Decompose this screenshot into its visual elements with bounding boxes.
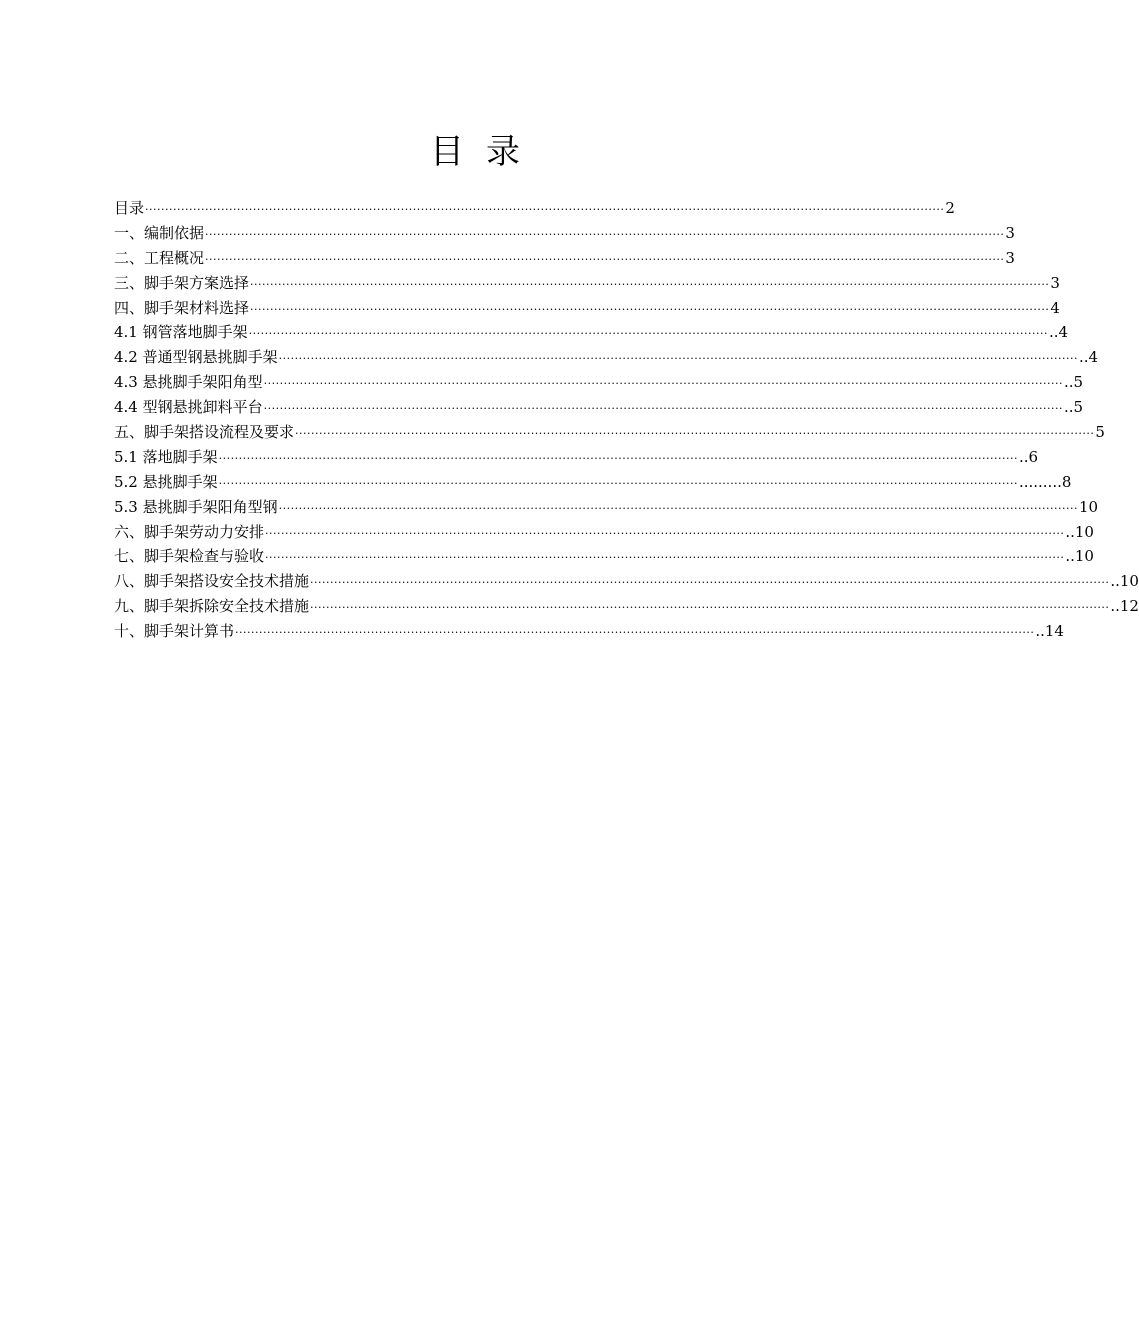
toc-entry-page: 5 bbox=[1095, 423, 1105, 442]
toc-entry[interactable] bbox=[114, 445, 1039, 470]
toc-leader-dots: ········································································································································································································ bbox=[205, 252, 1005, 266]
toc-entry[interactable] bbox=[114, 569, 1139, 594]
toc-entry-label: 三、脚手架方案选择 bbox=[114, 273, 250, 292]
toc-entry-label: 九、脚手架拆除安全技术措施 bbox=[114, 597, 310, 616]
toc-leader-dots: ········································································································································································································ bbox=[278, 352, 1078, 366]
toc-entry-label: 4.2 普通型钢悬挑脚手架 bbox=[114, 348, 278, 367]
toc-entry-page: ..4 bbox=[1048, 323, 1069, 342]
toc-entry[interactable] bbox=[114, 296, 1060, 321]
toc-entry-label: 二、工程概况 bbox=[114, 248, 205, 267]
toc-leader-dots: ········································································································································································································ bbox=[205, 227, 1005, 241]
toc-entry-label: 4.3 悬挑脚手架阳角型 bbox=[114, 373, 263, 392]
toc-entry-label: 七、脚手架检查与验收 bbox=[114, 547, 265, 566]
toc-entry[interactable] bbox=[114, 221, 1015, 246]
toc-leader-dots: ········································································································································································································ bbox=[278, 501, 1078, 515]
toc-entry[interactable] bbox=[114, 246, 1015, 271]
toc-entry[interactable] bbox=[114, 320, 1069, 345]
toc-entry-page: 10 bbox=[1078, 497, 1099, 516]
toc-leader-dots: ········································································································································································································ bbox=[250, 277, 1050, 291]
toc-entry[interactable] bbox=[114, 370, 1084, 395]
toc-leader-dots: ········································································································································································································ bbox=[263, 402, 1063, 416]
toc-entry-page: 3 bbox=[1050, 273, 1060, 292]
toc-leader-dots: ········································································································································································································ bbox=[218, 451, 1018, 465]
toc-entry[interactable] bbox=[114, 594, 1139, 619]
toc-entry[interactable] bbox=[114, 395, 1084, 420]
toc-entry-label: 十、脚手架计算书 bbox=[114, 622, 235, 641]
toc-entry-page: ..10 bbox=[1065, 547, 1094, 566]
toc-entry-page: ..12 bbox=[1110, 597, 1139, 616]
toc-entry-page: 3 bbox=[1005, 223, 1015, 242]
toc-entry-page: ..14 bbox=[1035, 622, 1064, 641]
toc-entry-page: 2 bbox=[945, 199, 955, 217]
toc-entry-label: 六、脚手架劳动力安排 bbox=[114, 522, 265, 541]
toc-entry-label: 4.1 钢管落地脚手架 bbox=[114, 323, 248, 342]
toc-entry-label: 目录 bbox=[114, 199, 145, 217]
toc-entry-label: 一、编制依据 bbox=[114, 223, 205, 242]
toc-entry[interactable] bbox=[114, 619, 1064, 644]
toc-leader-dots: ········································································································································································································ bbox=[265, 526, 1065, 540]
toc-leader-dots: ········································································································································································································ bbox=[235, 626, 1035, 640]
toc-entry-label: 5.2 悬挑脚手架 bbox=[114, 472, 218, 491]
toc-entry[interactable] bbox=[114, 544, 1094, 569]
toc-entry[interactable] bbox=[114, 520, 1094, 545]
toc-leader-dots: ········································································································································································································ bbox=[295, 427, 1095, 441]
toc-entry-label: 五、脚手架搭设流程及要求 bbox=[114, 423, 295, 442]
toc-entry-page: 3 bbox=[1005, 248, 1015, 267]
toc-entry-label: 四、脚手架材料选择 bbox=[114, 298, 250, 317]
toc-entry[interactable] bbox=[114, 345, 1099, 370]
toc-entry-label: 5.1 落地脚手架 bbox=[114, 447, 218, 466]
toc-entry-label: 4.4 型钢悬挑卸料平台 bbox=[114, 398, 263, 417]
toc-entry-page: ..10 bbox=[1110, 572, 1139, 591]
toc-entry-page: .........8 bbox=[1018, 472, 1072, 491]
toc-entry[interactable] bbox=[114, 196, 955, 221]
toc-leader-dots: ········································································································································································································ bbox=[265, 551, 1065, 565]
toc-entry-page: ..5 bbox=[1063, 398, 1084, 417]
toc-entry-page: 4 bbox=[1050, 298, 1060, 317]
toc-leader-dots: ········································································································································································································ bbox=[218, 476, 1018, 490]
toc-entry-page: ..4 bbox=[1078, 348, 1099, 367]
toc-entry[interactable] bbox=[114, 470, 1072, 495]
table-of-contents bbox=[114, 196, 1139, 644]
toc-leader-dots: ········································································································································································································ bbox=[145, 203, 945, 216]
toc-entry-label: 八、脚手架搭设安全技术措施 bbox=[114, 572, 310, 591]
toc-entry-page: ..10 bbox=[1065, 522, 1094, 541]
toc-entry[interactable] bbox=[114, 271, 1060, 296]
toc-leader-dots: ········································································································································································································ bbox=[250, 302, 1050, 316]
toc-leader-dots: ········································································································································································································ bbox=[263, 377, 1063, 391]
toc-leader-dots: ········································································································································································································ bbox=[310, 576, 1110, 590]
toc-entry[interactable] bbox=[114, 420, 1105, 445]
page-title: 目录 bbox=[430, 132, 542, 172]
toc-entry-label: 5.3 悬挑脚手架阳角型钢 bbox=[114, 497, 278, 516]
toc-entry-page: ..5 bbox=[1063, 373, 1084, 392]
toc-entry-page: ..6 bbox=[1018, 447, 1039, 466]
toc-entry[interactable] bbox=[114, 495, 1099, 520]
toc-leader-dots: ········································································································································································································ bbox=[310, 601, 1110, 615]
toc-leader-dots: ········································································································································································································ bbox=[248, 327, 1048, 341]
